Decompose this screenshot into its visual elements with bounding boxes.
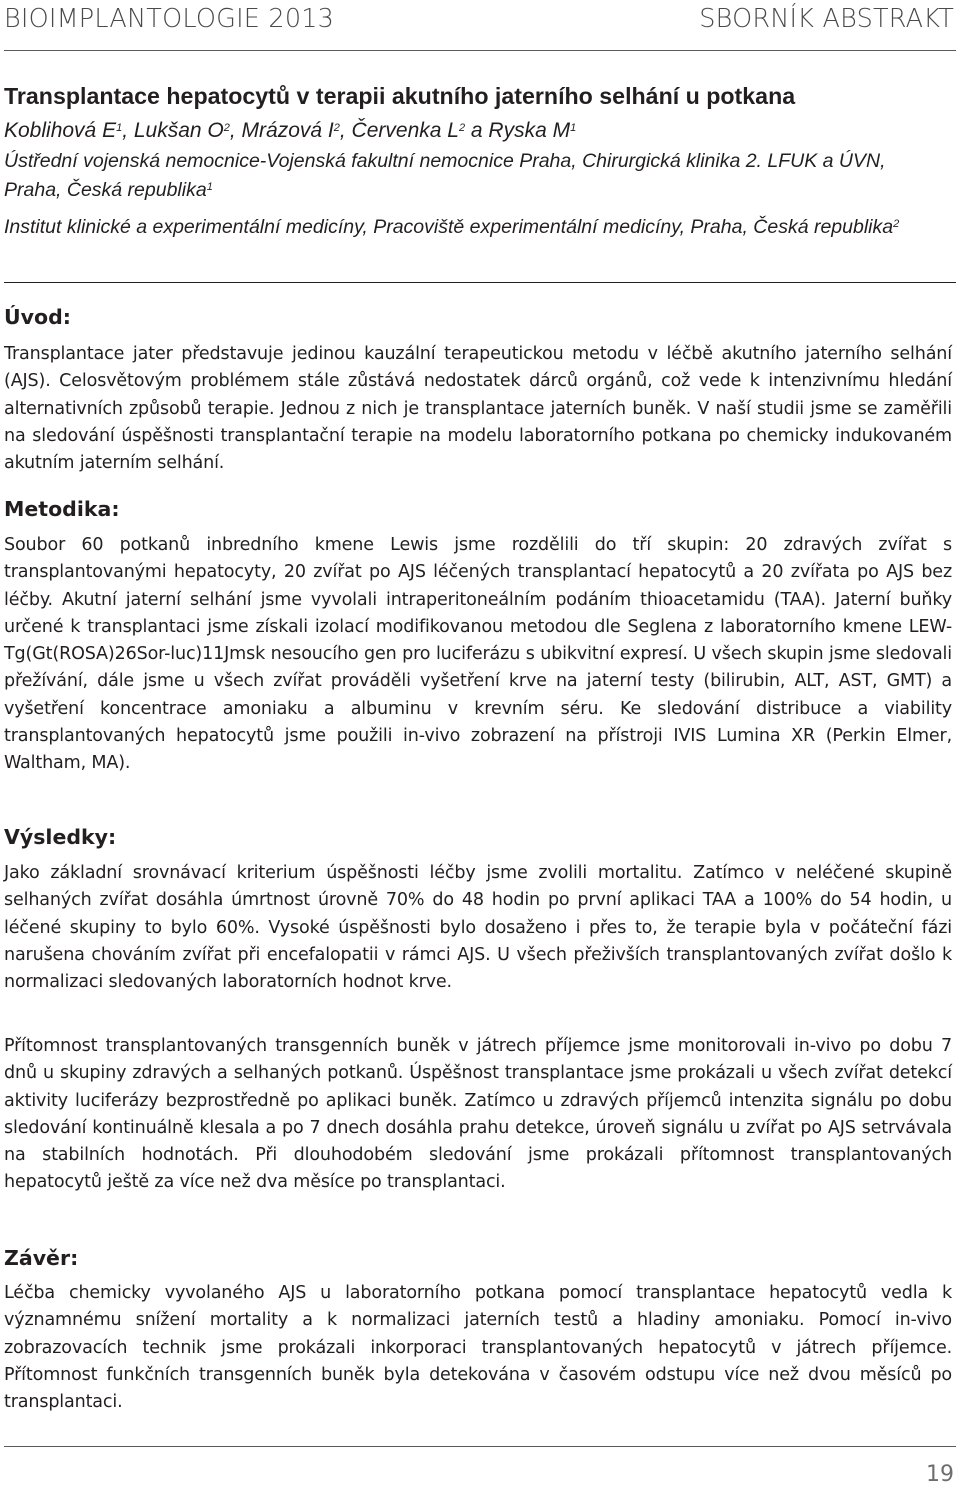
- metodika-paragraph: Soubor 60 potkanů inbredního kmene Lewis jsme rozdělili do tří skupin: 20 zdravých zvířat s transplantovanými hepatocyty, 20 zvířat po AJS léčených transplantací hepatocytů a 20 zvířata po AJS bez léčby. Akutní jaterní selhání jsme vyvolali intraperitoneálním podáním thioacetamidu (TAA). Jaterní buňky určené k transplantaci jsme získali izolací modifikovanou metodou dle Seglena z laboratorního kmene LEW-Tg(Gt(ROSA)26Sor-luc)11Jmsk nesoucího gen pro luciferázu s ubikvitní expresí. U všech skupin jsme sledovali přežívání, dále jsme u všech zvířat prováděli vyšetření krve na jaterní testy (bilirubin, ALT, AST, GMT) a vyšetření koncentrace amoniaku a albuminu v krevním séru. Ke sledování distribuce a viability transplantovaných hepatocytů jsme použili in-vivo zobrazení na přístroji IVIS Lumina XR (Perkin Elmer, Waltham, MA).: [4, 535, 952, 774]
- affiliation-marker: 1: [206, 181, 213, 193]
- author-name: , Červenka L: [339, 119, 459, 142]
- affiliation-marker: 2: [223, 122, 230, 134]
- page-number: 19: [926, 1462, 954, 1487]
- affiliation-marker: 2: [458, 122, 466, 134]
- header-right-title: SBORNÍK ABSTRAKT: [699, 4, 954, 34]
- header-left-title: BIOIMPLANTOLOGIE 2013: [4, 4, 335, 34]
- affiliation-2: [4, 213, 944, 242]
- section-divider: [4, 282, 956, 283]
- affiliation-marker: 2: [333, 122, 340, 134]
- metodika-heading: Metodika:: [4, 497, 120, 521]
- author-name: a Ryska M: [465, 119, 571, 142]
- abstract-title: Transplantace hepatocytů v terapii akutního jaterního selhání u potkana: [4, 83, 796, 109]
- zaver-heading: Závěr:: [4, 1246, 79, 1270]
- uvod-heading: Úvod:: [4, 305, 71, 329]
- affiliation-1: [4, 147, 944, 205]
- vysledky-paragraph-1: Jako základní srovnávací kriterium úspěšnosti léčby jsme zvolili mortalitu. Zatímco v neléčené skupině selhaných zvířat dosáhla úmrtnost úrovně 70% do 48 hodin po první aplikaci TAA a 100% do 54 hodin, u léčené skupiny to bylo 60%. Vysoké úspěšnosti bylo dosaženo i přes to, že terapie byla v počáteční fázi narušena chováním zvířat při encefalopatii v rámci AJS. U všech přeživších transplantovaných zvířat došlo k normalizaci sledovaných laboratorních hodnot krve.: [4, 863, 952, 993]
- footer-divider: [4, 1446, 956, 1447]
- author-name: Koblihová E: [4, 119, 117, 142]
- author-list: [4, 118, 954, 144]
- affiliation-text: Institut klinické a experimentální medicíny, Pracoviště experimentální medicíny, Praha, Česká republika: [4, 216, 894, 238]
- header-divider: [4, 50, 956, 51]
- affiliation-marker: 1: [116, 122, 123, 134]
- affiliation-text: Ústřední vojenská nemocnice-Vojenská fakultní nemocnice Praha, Chirurgická klinika 2. LFUK a ÚVN, Praha, Česká republika: [4, 150, 886, 201]
- uvod-paragraph: Transplantace jater představuje jedinou kauzální terapeutickou metodu v léčbě akutního jaterního selhání (AJS). Celosvětovým problémem stále zůstává nedostatek dárců orgánů, což vede k intenzivnímu hledání alternativních způsobů terapie. Jednou z nich je transplantace jaterních buněk. V naší studii jsme se zaměřili na sledování úspěšnosti transplantační terapie na modelu laboratorního potkana po chemicky indukovaném akutním jaterním selhání.: [4, 344, 952, 474]
- running-header: [4, 2, 954, 36]
- author-name: , Lukšan O: [122, 119, 224, 142]
- author-name: , Mrázová I: [229, 119, 334, 142]
- vysledky-paragraph-2: Přítomnost transplantovaných transgenních buněk v játrech příjemce jsme monitorovali in-vivo po dobu 7 dnů u skupiny zdravých a selhaných potkanů. Úspěšnost transplantace jsme prokázali u všech zvířat detekcí aktivity luciferázy bezprostředně po aplikaci buněk. Zatímco u zdravých příjemců intenzita signálu po dobu sledování kontinuálně klesala a po 7 dnech dosáhla prahu detekce, úroveň signálu u zvířat po AJS setrvávala na stabilních hodnotách. Při dlouhodobém sledování jsme prokázali přítomnost transplantovaných hepatocytů ještě za více než dva měsíce po transplantaci.: [4, 1036, 952, 1193]
- zaver-paragraph: Léčba chemicky vyvolaného AJS u laboratorního potkana pomocí transplantace hepatocytů vedla k významnému snížení mortality a k normalizaci jaterních testů a hladiny amoniaku. Pomocí in-vivo zobrazovacích technik jsme prokázali inkorporaci transplantovaných hepatocytů v játrech příjemce. Přítomnost funkčních transgenních buněk byla detekována v časovém odstupu více než dvou měsíců po transplantaci.: [4, 1283, 952, 1413]
- affiliation-marker: 1: [570, 122, 577, 134]
- affiliation-marker: 2: [893, 218, 900, 230]
- vysledky-heading: Výsledky:: [4, 825, 117, 849]
